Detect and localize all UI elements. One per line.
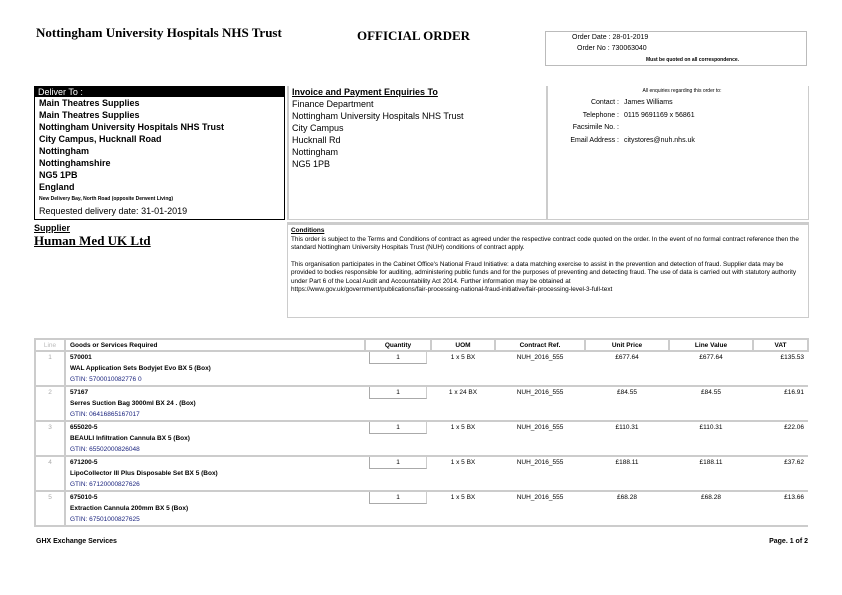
contract-ref-cell: NUH_2016_555 <box>495 421 585 456</box>
invoice-line: Hucknall Rd <box>292 135 341 145</box>
order-no-label: Order No : <box>577 45 610 52</box>
delivery-note: New Delivery Bay, North Road (opposite Derwent Living) <box>39 196 174 202</box>
item-gtin: GTIN: 5700010082776 0 <box>70 376 142 383</box>
supplier-heading: Supplier <box>34 223 71 233</box>
contact-intro: All enquiries regarding this order to: <box>642 88 722 94</box>
page-number: Page. 1 of 2 <box>769 538 808 545</box>
item-description: BEAULI Infiltration Cannula BX 5 (Box) <box>70 435 190 442</box>
vat-cell: £135.53 <box>753 351 808 386</box>
unit-price-cell: £188.11 <box>585 456 669 491</box>
col-uom: UOM <box>431 339 495 351</box>
email-label: Email Address : <box>570 137 619 144</box>
invoice-box <box>287 86 547 220</box>
quantity-field[interactable]: 1 <box>369 457 427 469</box>
table-header <box>35 339 808 351</box>
item-code: 570001 <box>70 354 92 361</box>
uom-cell: 1 x 5 BX <box>431 351 495 386</box>
item-code: 655020-5 <box>70 424 98 431</box>
invoice-line: Finance Department <box>292 99 374 109</box>
line-number: 1 <box>35 351 65 386</box>
col-line-value: Line Value <box>669 339 753 351</box>
invoice-heading: Invoice and Payment Enquiries To <box>292 87 438 97</box>
supplier-name: Human Med UK Ltd <box>34 233 151 248</box>
item-gtin: GTIN: 65502000826048 <box>70 446 140 453</box>
item-description: Extraction Cannula 200mm BX 5 (Box) <box>70 505 189 512</box>
vat-cell: £22.06 <box>753 421 808 456</box>
document-title: OFFICIAL ORDER <box>357 28 471 43</box>
item-code: 675010-5 <box>70 494 98 501</box>
contract-ref-cell: NUH_2016_555 <box>495 351 585 386</box>
quantity-cell <box>365 421 431 456</box>
table-row <box>35 491 808 526</box>
deliver-line: NG5 1PB <box>39 170 78 180</box>
vat-cell: £16.91 <box>753 386 808 421</box>
item-gtin: GTIN: 06416865167017 <box>70 411 140 418</box>
conditions-paragraph: This order is subject to the Terms and Conditions of contract as agreed under the respective contract code quoted on the order. In the event of no formal contract reference then the standard Nottingham University Hospitals Trust (NUH) conditions of contract apply. <box>291 235 799 251</box>
deliver-line: Nottinghamshire <box>39 158 111 168</box>
col-quantity: Quantity <box>365 339 431 351</box>
deliver-line: Main Theatres Supplies <box>39 98 140 108</box>
goods-cell <box>65 456 365 491</box>
item-gtin: GTIN: 67120000827626 <box>70 481 140 488</box>
table-row <box>35 351 808 386</box>
conditions-box <box>287 222 809 318</box>
order-date-label: Order Date : <box>572 34 611 41</box>
footer-provider: GHX Exchange Services <box>36 538 117 545</box>
uom-cell: 1 x 5 BX <box>431 491 495 526</box>
line-number: 3 <box>35 421 65 456</box>
telephone-value: 0115 9691169 x 56861 <box>624 112 695 119</box>
uom-cell: 1 x 24 BX <box>431 386 495 421</box>
line-value-cell: £677.64 <box>669 351 753 386</box>
contact-name: James Williams <box>624 99 673 106</box>
uom-cell: 1 x 5 BX <box>431 456 495 491</box>
line-value-cell: £110.31 <box>669 421 753 456</box>
item-code: 57167 <box>70 389 89 396</box>
quote-note: Must be quoted on all correspondence. <box>646 57 740 63</box>
supplier-section <box>34 223 151 249</box>
deliver-to-box <box>34 86 285 220</box>
line-value-cell: £68.28 <box>669 491 753 526</box>
table-row <box>35 421 808 456</box>
line-number: 5 <box>35 491 65 526</box>
item-description: LipoCollector III Plus Disposable Set BX 5 (Box) <box>70 470 218 477</box>
line-value-cell: £188.11 <box>669 456 753 491</box>
item-code: 671200-5 <box>70 459 98 466</box>
vat-cell: £13.66 <box>753 491 808 526</box>
table-row <box>35 456 808 491</box>
deliver-line: Nottingham University Hospitals NHS Trust <box>39 122 225 132</box>
order-lines-table <box>34 338 809 527</box>
goods-cell <box>65 491 365 526</box>
quantity-cell <box>365 351 431 386</box>
deliver-line: Nottingham <box>39 146 89 156</box>
telephone-label: Telephone : <box>582 112 619 119</box>
organisation-name: Nottingham University Hospitals NHS Trust <box>36 25 282 40</box>
goods-cell <box>65 386 365 421</box>
uom-cell: 1 x 5 BX <box>431 421 495 456</box>
requested-delivery-date: Requested delivery date: 31-01-2019 <box>39 206 188 216</box>
deliver-line: City Campus, Hucknall Road <box>39 134 162 144</box>
contact-box <box>547 86 809 220</box>
fax-label: Facsimile No. : <box>572 124 619 131</box>
order-no-value: 730063040 <box>611 45 647 52</box>
col-vat: VAT <box>753 339 808 351</box>
deliver-line: England <box>39 182 75 192</box>
invoice-line: NG5 1PB <box>292 159 331 169</box>
email-value[interactable]: citystores@nuh.nhs.uk <box>624 137 695 144</box>
quantity-field[interactable]: 1 <box>369 422 427 434</box>
quantity-cell <box>365 456 431 491</box>
quantity-field[interactable]: 1 <box>369 492 427 504</box>
unit-price-cell: £68.28 <box>585 491 669 526</box>
col-goods: Goods or Services Required <box>65 339 365 351</box>
order-info-box <box>545 31 807 66</box>
order-no <box>577 45 647 52</box>
conditions-url[interactable]: https://www.gov.uk/government/publications/fair-processing-national-fraud-initiative/fair-processing-level-3-full-text <box>291 286 613 293</box>
contact-label: Contact : <box>590 99 619 106</box>
contract-ref-cell: NUH_2016_555 <box>495 491 585 526</box>
fraud-paragraph: This organisation participates in the Cabinet Office's National Fraud Initiative: a data matching exercise to assist in the prevention and detection of fraud. Supplier data may be provided to bodies responsible for auditing, administering public funds and for the purposes of preventing and detecting fraud. The use of data is carried out with statutory authority under Part 6 of the Local Audit and Accountability Act 2014. Further information may be obtained at <box>291 260 797 285</box>
order-date <box>572 34 648 41</box>
goods-cell <box>65 421 365 456</box>
col-contract-ref: Contract Ref. <box>495 339 585 351</box>
item-description: Serres Suction Bag 3000ml BX 24 . (Box) <box>70 400 196 407</box>
quantity-cell <box>365 386 431 421</box>
invoice-line: City Campus <box>292 123 344 133</box>
deliver-to-heading: Deliver To : <box>35 87 284 97</box>
unit-price-cell: £110.31 <box>585 421 669 456</box>
line-value-cell: £84.55 <box>669 386 753 421</box>
item-gtin: GTIN: 67501000827625 <box>70 516 140 523</box>
invoice-line: Nottingham <box>292 147 339 157</box>
col-line: Line <box>35 339 65 351</box>
invoice-line: Nottingham University Hospitals NHS Trust <box>292 111 464 121</box>
unit-price-cell: £677.64 <box>585 351 669 386</box>
table-row <box>35 386 808 421</box>
order-date-value: 28-01-2019 <box>612 34 649 41</box>
line-number: 4 <box>35 456 65 491</box>
quantity-field[interactable]: 1 <box>369 387 427 399</box>
conditions-heading: Conditions <box>291 227 325 234</box>
col-unit-price: Unit Price <box>585 339 669 351</box>
line-number: 2 <box>35 386 65 421</box>
goods-cell <box>65 351 365 386</box>
vat-cell: £37.62 <box>753 456 808 491</box>
contract-ref-cell: NUH_2016_555 <box>495 456 585 491</box>
quantity-field[interactable]: 1 <box>369 352 427 364</box>
deliver-line: Main Theatres Supplies <box>39 110 140 120</box>
item-description: WAL Application Sets Bodyjet Evo BX 5 (Box) <box>70 365 211 372</box>
contract-ref-cell: NUH_2016_555 <box>495 386 585 421</box>
quantity-cell <box>365 491 431 526</box>
unit-price-cell: £84.55 <box>585 386 669 421</box>
